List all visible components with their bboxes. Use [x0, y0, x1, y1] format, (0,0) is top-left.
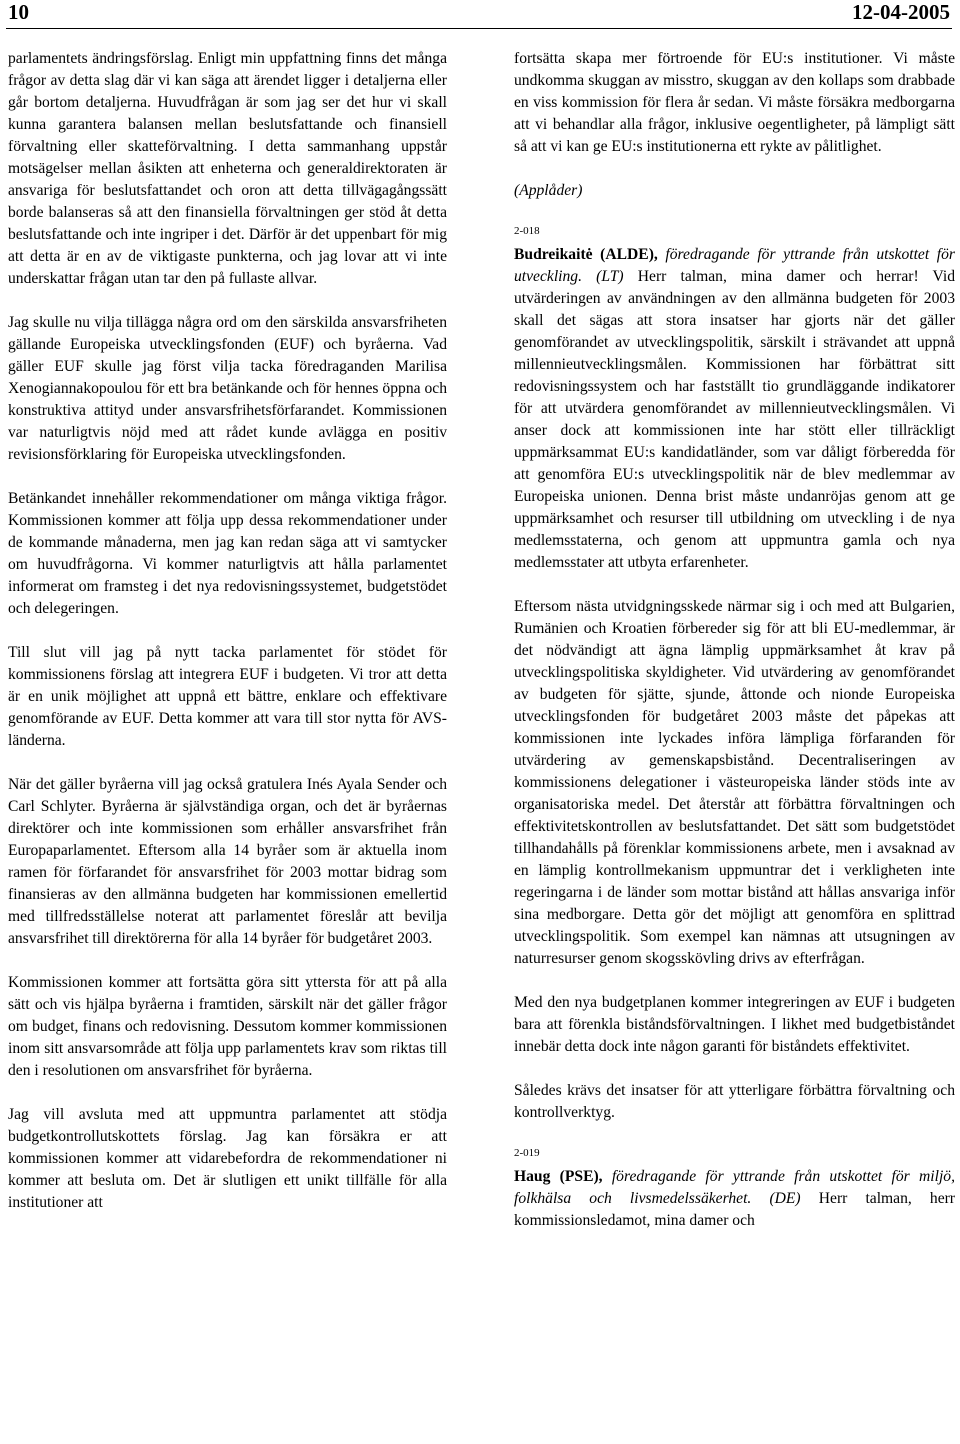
- speech-text: Herr talman, herr kommissionsledamot, mina damer och: [514, 1190, 955, 1229]
- item-number: 2-019: [514, 1147, 540, 1159]
- paragraph: fortsätta skapa mer förtroende för EU:s institutioner. Vi måste undkomma skuggan av misstro, skuggan av den kollaps som drabbade en viss kommission för flera år sedan. Vi måste försäkra medborgarna att vi behandlar alla frågor, inklusive oegentligheter, på lämpligt sätt så att vi kan ge EU:s institutionerna ett rykte av pålitlighet.: [514, 50, 955, 155]
- speech-text: Herr talman, mina damer och herrar! Vid utvärderingen av användningen av den allmänna budgeten för 2003 skall det sägas att stora insatser har gjorts när det gäller genomförandet av utvecklingspolitik, särskilt i strävandet att uppnå millennieutvecklingsmålen. Kommissionen har förbättrat sitt redovisningssystem och har fastställt tio grundläggande indikatorer för att utvärdera genomförandet av millennieutvecklingsmålen. Vi anser dock att kommissionen inte har stött eller tillräckligt uppmärksammat EU:s kandidatländer, som var dåligt förberedda för att genomföra EU:s utvecklingspolitik när de blev medlemmar av Europeiska unionen. Denna brist måste undanröjas genom att ge uppmärksamhet och resurser till utbildning om utveckling i de nya medlemsstaterna, och genom att uppmuntra gamla och nya medlemsstater att utbyta erfarenheter.: [514, 268, 955, 571]
- page-header: [8, 0, 950, 27]
- paragraph: Med den nya budgetplanen kommer integreringen av EUF i budgeten bara att förenkla biståndsförvaltningen. I likhet med budgetbiståndet innebär detta dock inte någon garanti för biståndets effektivitet.: [514, 994, 955, 1055]
- language-code: (LT): [596, 268, 624, 285]
- paragraph: Till slut vill jag på nytt tacka parlamentet för stödet för kommissionens förslag att integrera EUF i budgeten. Vi tror att detta är en unik möjlighet att uppnå ett bättre, enklare och effektivare genomförande av EUF. Detta kommer att vara till stor nytta för AVS-länderna.: [8, 644, 447, 749]
- paragraph: När det gäller byråerna vill jag också gratulera Inés Ayala Sender och Carl Schlyter. Byråerna är självständiga organ, och det är byråernas direktörer och inte kommissionen som erhåller ansvarsfrihet från Europaparlamentet. Eftersom alla 14 byråer som är aktuella inom ramen för förfarandet för ansvarsfrihet för 2003 mottar bidrag som finansieras av den allmänna budgeten har kommissionen emellertid med tillfredsställelse noterat att parlamentet föreslår att bevilja ansvarsfrihet till direktörerna för alla 14 byråer för budgetåret 2003.: [8, 776, 447, 947]
- speaker-name: Budreikaitė (ALDE),: [514, 246, 658, 263]
- paragraph: parlamentets ändringsförslag. Enligt min uppfattning finns det många frågor av detta slag där vi kan säga att ärendet ligger i detaljerna eller går bortom detaljerna. Huvudfrågan är som jag ser det hur vi skall kunna garantera balansen mellan beslutsfattande och finansiell förvaltning eller skatteförvaltning. I detta sammanhang uppstår motsägelser mellan åsikten att enheterna och generaldirektoraten är ansvariga för beslutsfattandet och oron att detta tillvägagångssätt borde balanseras så att den finansiella förvaltningen ger stöd åt detta beslutsfattande och inte ingriper i det. Därför är det uppenbart för mig att detta är en av de viktigaste punkterna, och jag lovar att vi inte underskattar frågan utan tar den på fullaste allvar.: [8, 50, 447, 287]
- paragraph: Kommissionen kommer att fortsätta göra sitt yttersta för att på alla sätt och vis hjälpa byråerna i framtiden, särskilt när det gäller frågor om budget, finans och redovisning. Dessutom kommer kommissionen inom sitt ansvarsområde att följa upp parlamentets krav som riktas till den i resolutionen om ansvarsfrihet för byråerna.: [8, 974, 447, 1079]
- paragraph: Betänkandet innehåller rekommendationer om många viktiga frågor. Kommissionen kommer att följa upp dessa rekommendationer under de kommande månaderna, men jag kan redan säga att vi samtycker om huvudfrågorna. Vi kommer naturligtvis att hålla parlamentet informerat om framsteg i det nya redovisningssystemet, budgetstödet och delegeringen.: [8, 490, 447, 617]
- header-rule: [6, 28, 952, 29]
- paragraph: Eftersom nästa utvidgningsskede närmar sig i och med att Bulgarien, Rumänien och Kroatien förbereder sig för att bli EU-medlemmar, är det nödvändigt att ägna lämplig uppmärksamhet åt krav på utvecklingspolitiska skyldigheter. Vid utvärdering av genomförandet av budgeten för sjätte, sjunde, åttonde och nionde Europeiska utvecklingsfonden för budgetåret 2003 måste det påpekas att kommissionen inte lyckades införa lämpliga förfaranden för utvärdering av gemenskapsbistånd. Decentraliseringen av kommissionens delegationer i västeuropeiska länder stöds inte av organisatoriska medel. Det återstår att förbättra förvaltningen och effektivitetskontrollen av beslutsfattandet. Det sätt som budgetstödet tillhandahålls på förenklar kommissionens arbete, men i avsaknad av en lämplig kontrollmekanism uppmuntrar det i verkligheten inte regeringarna i de länder som mottar bistånd att hållas ansvariga inför sina medborgare. Detta gör det möjligt att genomföra en splittrad utvecklingspolitik. Som exempel kan nämnas att utsugningen av naturresurser genom skogsskövling drivs av efterfrågan.: [514, 598, 955, 967]
- paragraph: Jag skulle nu vilja tillägga några ord om den särskilda ansvarsfriheten gällande Europeiska utvecklingsfonden (EUF) och byråerna. Vad gäller EUF skulle jag först vilja tacka föredraganden Marilisa Xenogiannakopoulou för ett bra betänkande och för hennes öppna och konstruktiva attityd under ansvarsfrihetsförfarandet. Kommissionen var naturligtvis nöjd med att rådet kunde avlägga en positiv revisionsförklaring för Europeiska utvecklingsfonden.: [8, 314, 447, 463]
- paragraph: Således krävs det insatser för att ytterligare förbättra förvaltning och kontrollverktyg.: [514, 1082, 955, 1121]
- speaker-role: föredragande för yttrande från utskottet för utveckling.: [514, 246, 955, 285]
- speaker-name: Haug (PSE),: [514, 1168, 603, 1185]
- speaker-role: föredragande för yttrande från utskottet för miljö, folkhälsa och livsmedelssäkerhet.: [514, 1168, 955, 1207]
- right-column: [514, 48, 955, 1232]
- item-number: 2-018: [514, 225, 540, 237]
- language-code: (DE): [769, 1190, 801, 1207]
- speech-opening: [514, 1166, 955, 1232]
- applause-note: (Applåder): [514, 182, 583, 199]
- speech-opening: [514, 244, 955, 574]
- left-column: [8, 48, 447, 1214]
- session-date: 12-04-2005: [852, 0, 950, 24]
- page-number: 10: [8, 0, 29, 24]
- paragraph: Jag vill avsluta med att uppmuntra parlamentet att stödja budgetkontrollutskottets förslag. Jag kan försäkra er att kommissionen kommer att vidarebefordra de rekommendationer ni kommer att besluta om. Det är slutligen ett unikt tillfälle för alla institutioner att: [8, 1106, 447, 1211]
